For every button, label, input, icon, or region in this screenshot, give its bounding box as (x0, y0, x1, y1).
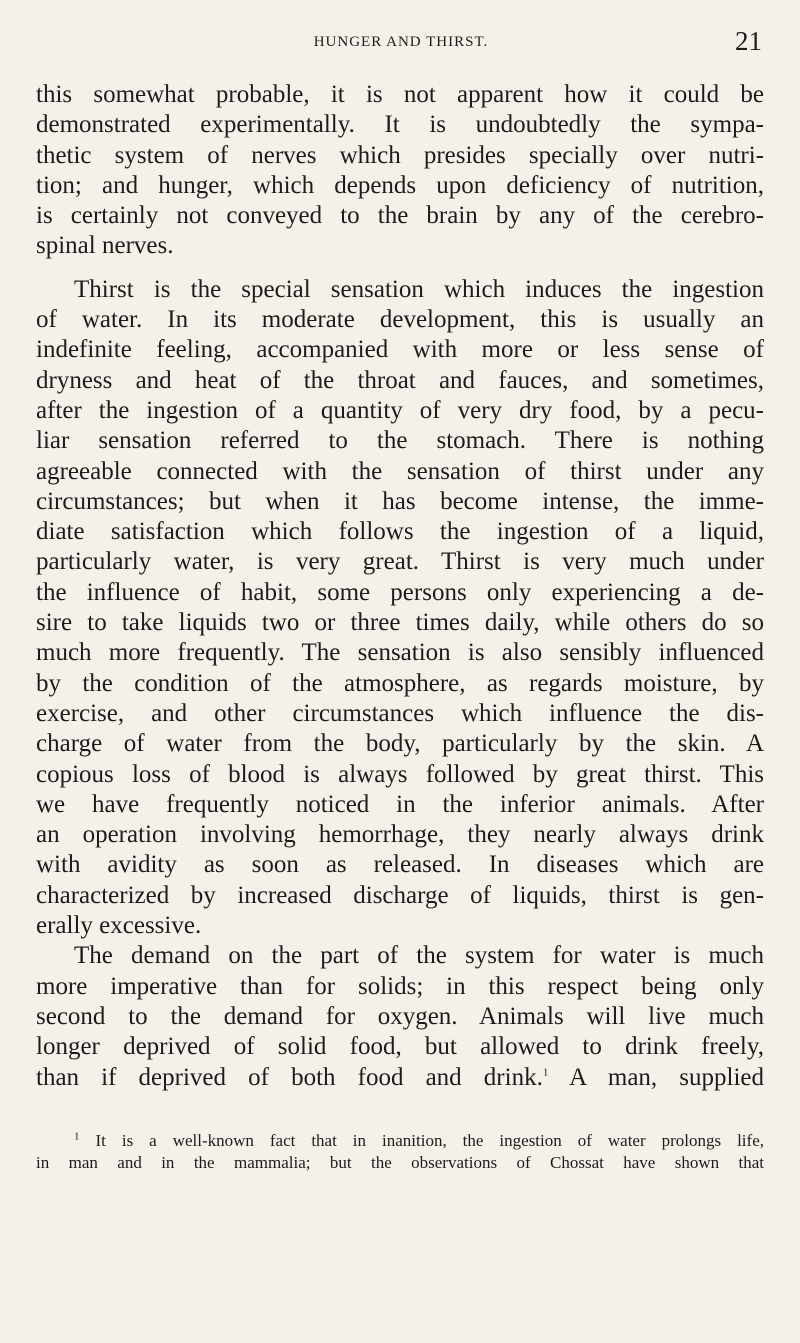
text-line: circumstances; but when it has become intense, the imme- (36, 487, 764, 515)
text-line: we have frequently noticed in the inferior animals. After (36, 790, 764, 818)
body-text (36, 80, 764, 1093)
text-line: an operation involving hemorrhage, they nearly always drink (36, 821, 764, 849)
text-line: demonstrated experimentally. It is undoubtedly the sympa- (36, 111, 764, 139)
text-line: by the condition of the atmosphere, as regards moisture, by (36, 669, 764, 697)
text-line: sire to take liquids two or three times daily, while others do so (36, 609, 764, 637)
paragraph-2 (36, 275, 764, 942)
text-line: more imperative than for solids; in this respect being only (36, 972, 764, 1000)
text-line: thetic system of nerves which presides specially over nutri- (36, 141, 764, 169)
footnote-marker: 1 (542, 1066, 549, 1079)
text-line: dryness and heat of the throat and fauces, and sometimes, (36, 366, 764, 394)
text-line: with avidity as soon as released. In diseases which are (36, 851, 764, 879)
text-line: particularly water, is very great. Thirst is very much under (36, 548, 764, 576)
text-line: liar sensation referred to the stomach. There is nothing (36, 427, 764, 455)
running-head: HUNGER AND THIRST. (313, 34, 489, 50)
text-fragment: than if deprived of both food and drink. (36, 1063, 543, 1091)
footnote (36, 1130, 764, 1174)
text-line: after the ingestion of a quantity of very dry food, by a pecu- (36, 396, 764, 424)
text-line: longer deprived of solid food, but allowed to drink freely, (36, 1033, 764, 1061)
footnote-line: in man and in the mammalia; but the observations of Chossat have shown that (36, 1153, 764, 1172)
text-line: of water. In its moderate development, this is usually an (36, 306, 764, 334)
paragraph-1 (36, 80, 764, 262)
text-line: the influence of habit, some persons only experiencing a de- (36, 578, 764, 606)
text-line: indefinite feeling, accompanied with more or less sense of (36, 336, 764, 364)
paragraph-3 (36, 941, 764, 1092)
text-line: The demand on the part of the system for water is much (74, 942, 764, 970)
text-line: diate satisfaction which follows the ingestion of a liquid, (36, 518, 764, 546)
text-line: spinal nerves. (36, 232, 174, 260)
footnote-marker: 1 (74, 1130, 80, 1143)
page-header (40, 26, 762, 56)
footnote-text: It is a well-known fact that in inanition, the ingestion of water prolongs life, (95, 1131, 764, 1150)
text-line: tion; and hunger, which depends upon deficiency of nutrition, (36, 171, 764, 199)
text-line: characterized by increased discharge of liquids, thirst is gen- (36, 881, 764, 909)
text-line: Thirst is the special sensation which induces the ingestion (74, 275, 764, 303)
footnote-line (36, 1130, 764, 1152)
text-line: second to the demand for oxygen. Animals will live much (36, 1002, 764, 1030)
text-line: copious loss of blood is always followed by great thirst. This (36, 760, 764, 788)
text-fragment: A man, supplied (569, 1063, 764, 1091)
page-number: 21 (735, 26, 762, 56)
text-line: agreeable connected with the sensation of thirst under any (36, 457, 764, 485)
text-line: erally excessive. (36, 912, 202, 940)
text-line: this somewhat probable, it is not apparent how it could be (36, 81, 764, 108)
text-line: is certainly not conveyed to the brain by any of the cerebro- (36, 202, 764, 230)
text-line: much more frequently. The sensation is also sensibly influenced (36, 639, 764, 667)
text-line-with-footnote (36, 1063, 764, 1093)
text-line: exercise, and other circumstances which influence the dis- (36, 699, 764, 727)
text-line: charge of water from the body, particularly by the skin. A (36, 730, 764, 758)
